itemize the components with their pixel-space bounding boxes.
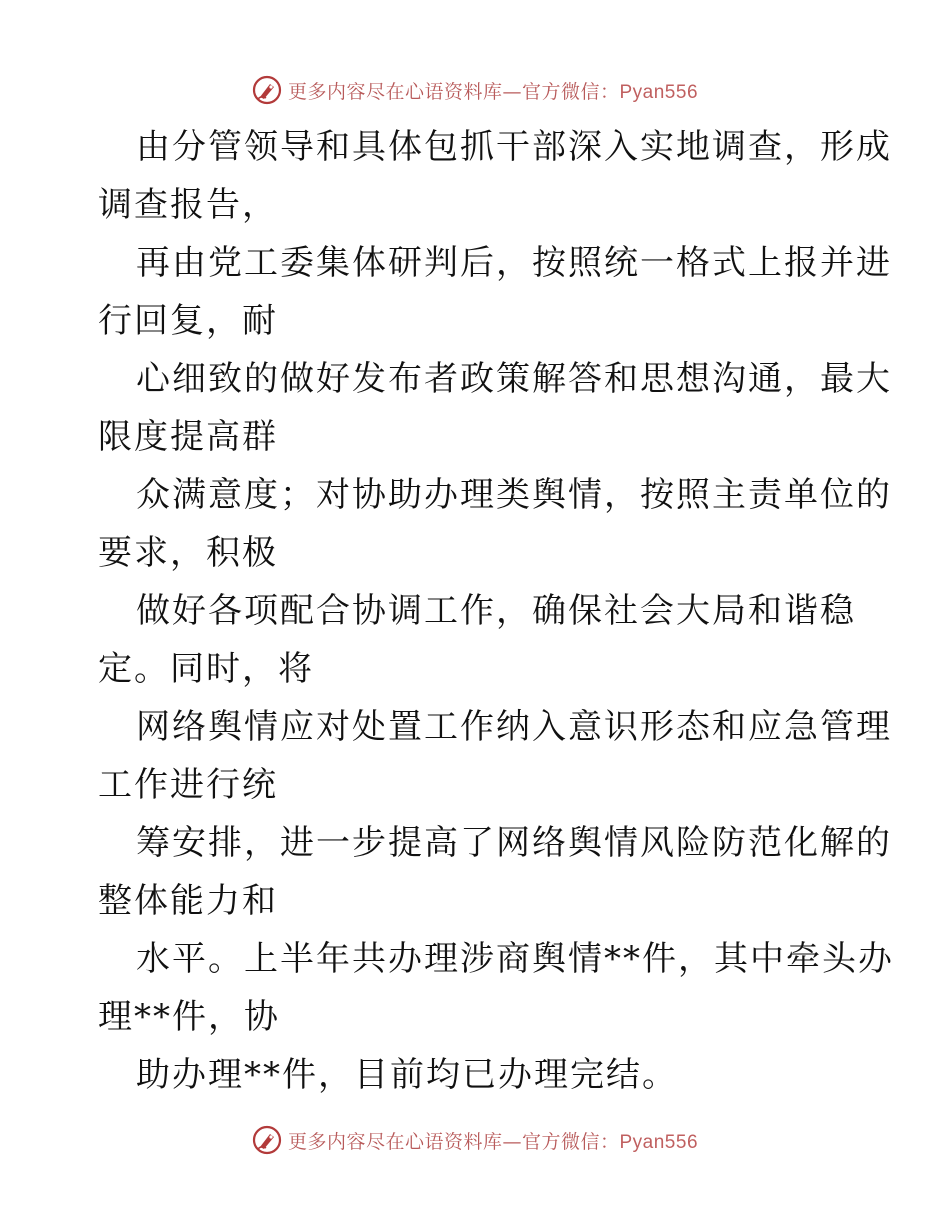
body-line: 众满意度；对协助办理类舆情，按照主责单位的	[136, 475, 892, 515]
body-line: 要求，积极	[98, 533, 278, 573]
body-line: 由分管领导和具体包抓干部深入实地调查，形成	[136, 127, 892, 167]
body-line: 网络舆情应对处置工作纳入意识形态和应急管理	[136, 707, 892, 747]
footer-banner-text: 更多内容尽在心语资料库—官方微信：Pyan556	[287, 1130, 699, 1153]
pen-nib-logo-icon	[252, 1125, 282, 1155]
body-line: 再由党工委集体研判后，按照统一格式上报并进	[136, 243, 892, 283]
body-line: 工作进行统	[98, 765, 278, 805]
body-line: 筹安排，进一步提高了网络舆情风险防范化解的	[136, 823, 892, 863]
header-wechat-id: Pyan556	[619, 81, 699, 103]
document-body	[98, 118, 894, 1104]
body-line: 助办理**件，目前均已办理完结。	[136, 1055, 678, 1095]
body-line: 水平。上半年共办理涉商舆情**件，其中牵头办	[136, 939, 894, 979]
body-line: 整体能力和	[98, 881, 278, 921]
body-line: 理**件，协	[98, 997, 280, 1037]
pen-nib-logo-icon	[252, 75, 282, 105]
footer-banner	[0, 1120, 950, 1160]
body-line: 心细致的做好发布者政策解答和思想沟通，最大	[136, 359, 892, 399]
footer-wechat-id: Pyan556	[619, 1131, 699, 1153]
header-banner-text: 更多内容尽在心语资料库—官方微信：Pyan556	[287, 80, 699, 103]
body-line: 定。同时，将	[98, 649, 314, 689]
body-line: 调查报告，	[98, 185, 278, 225]
body-line: 做好各项配合协调工作，确保社会大局和谐稳	[136, 591, 856, 631]
header-banner	[0, 70, 950, 110]
body-line: 限度提高群	[98, 417, 278, 457]
body-line: 行回复，耐	[98, 301, 278, 341]
